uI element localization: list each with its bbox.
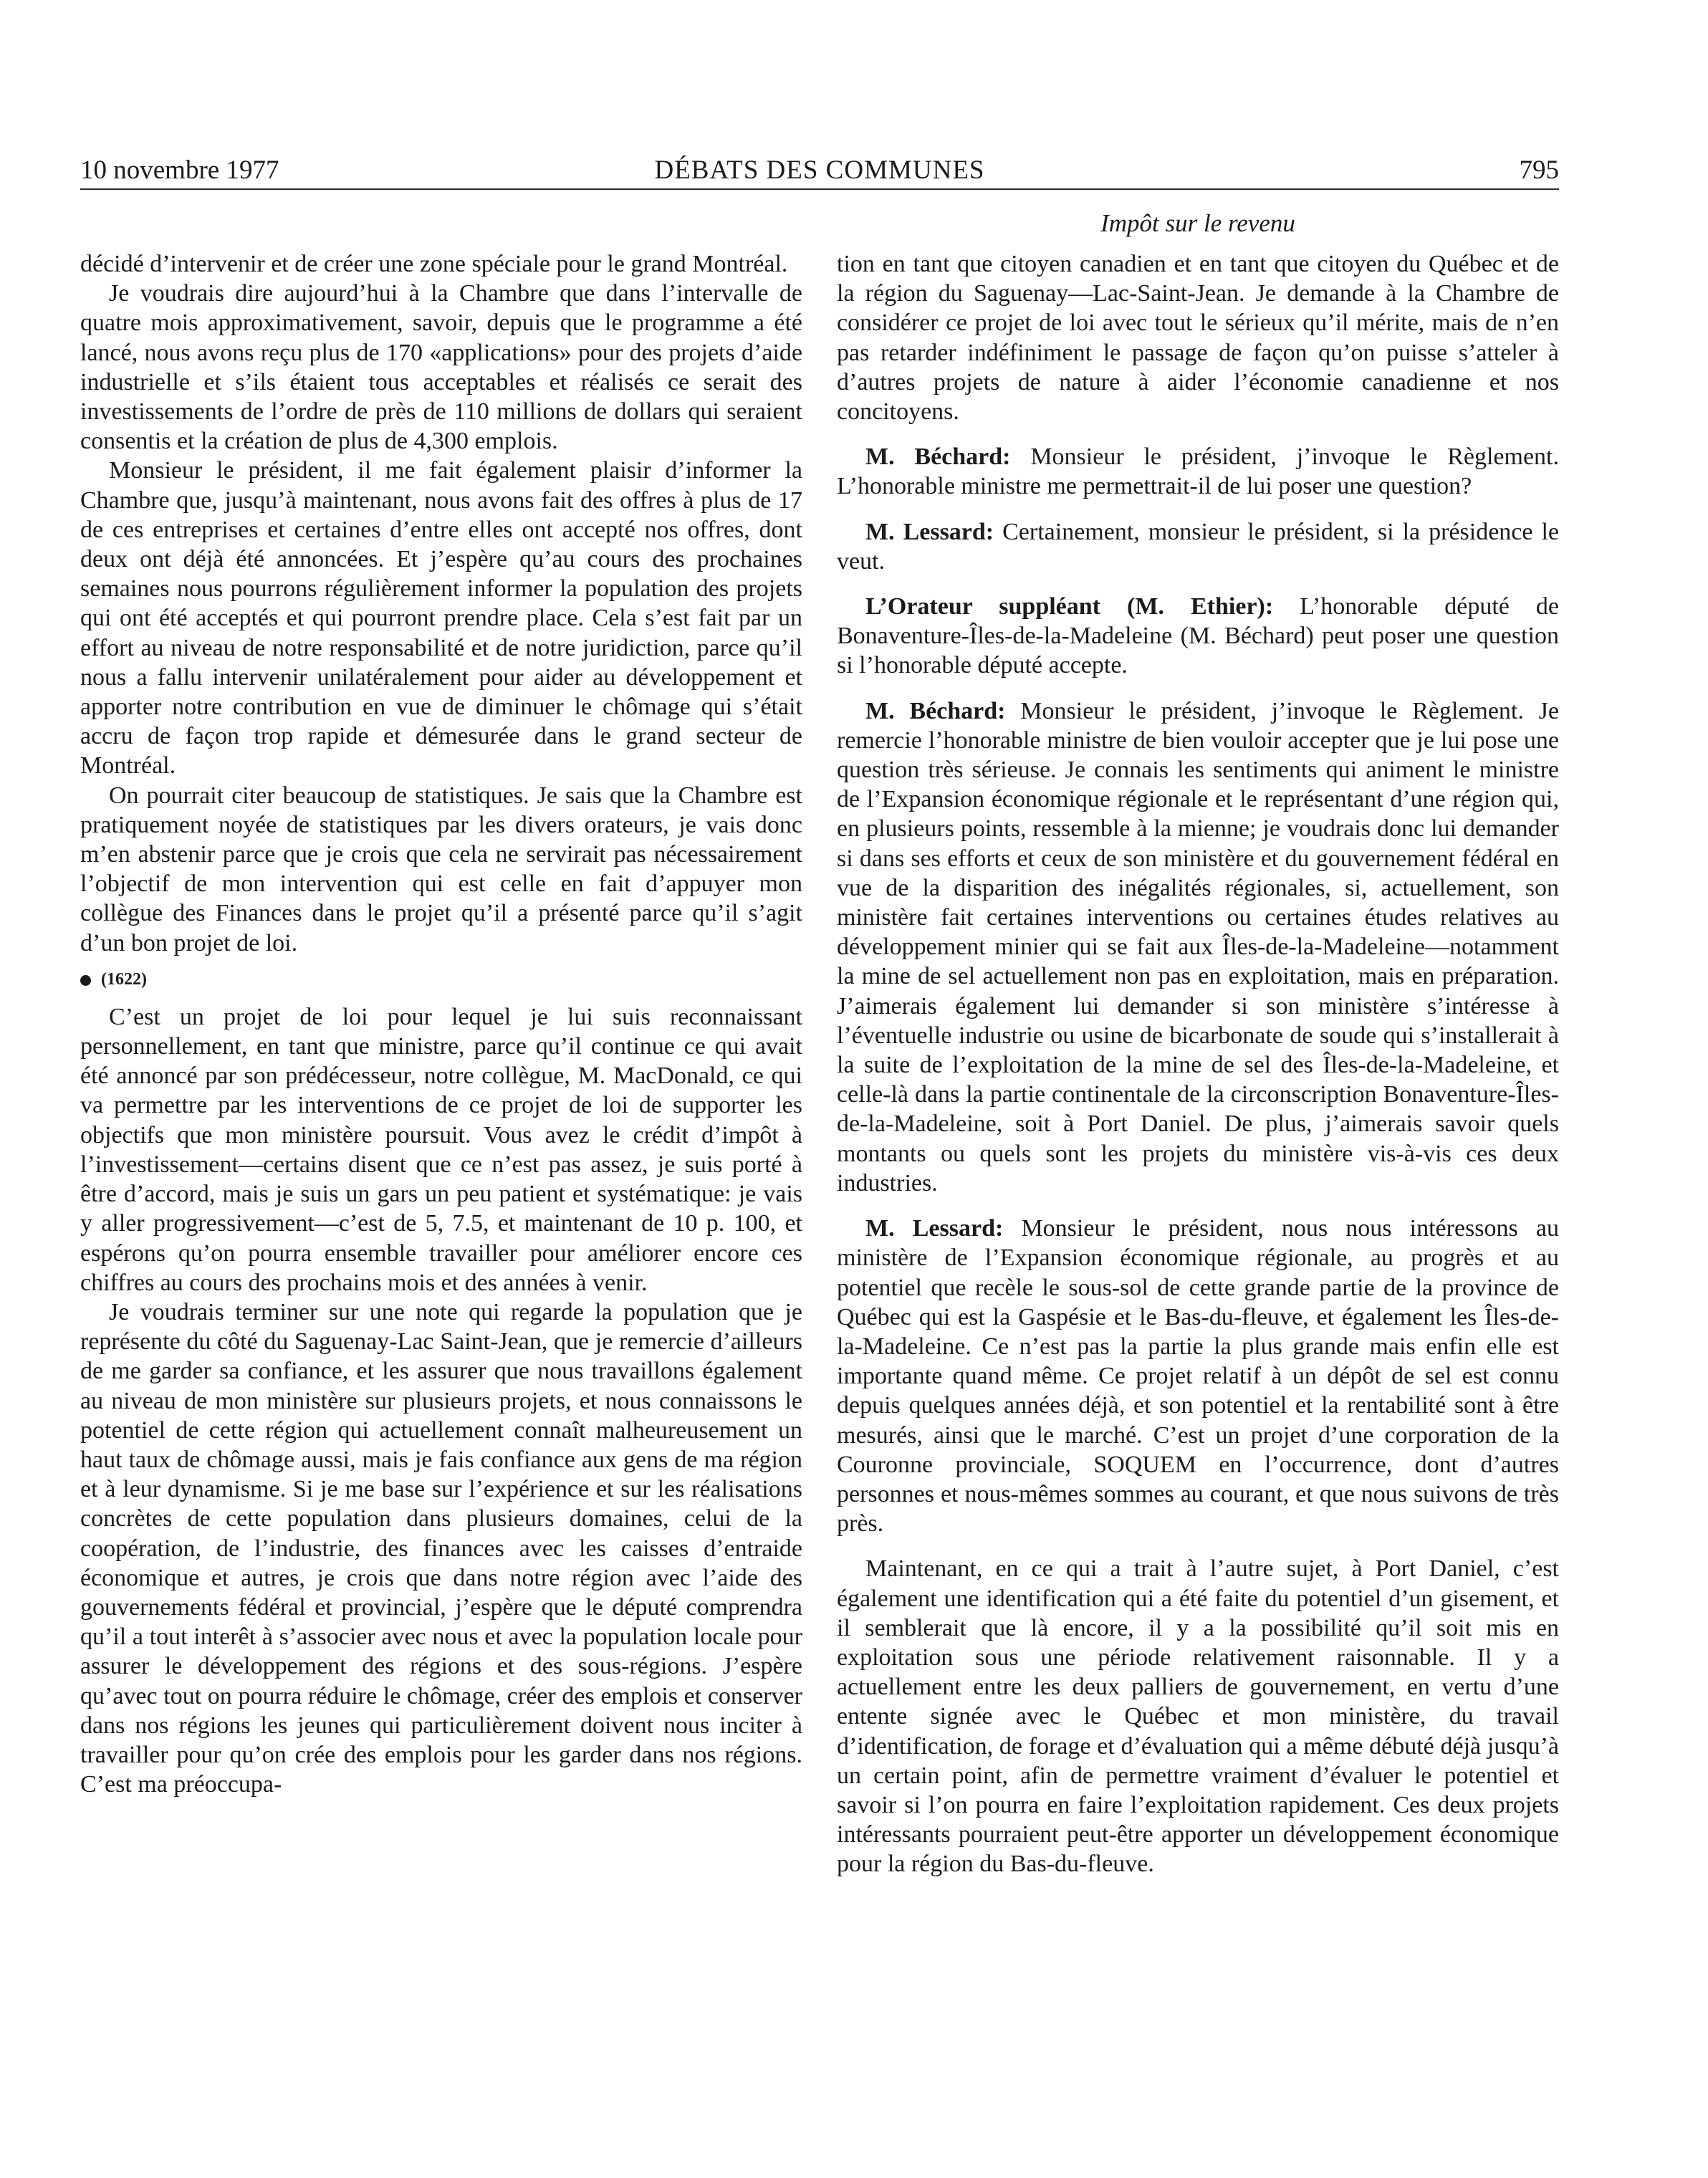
right-paragraph-last: Maintenant, en ce qui a trait à l’autre sujet, à Port Daniel, c’est également une identification qui a été faite du potentiel d’un gisement, et il semblerait que là encore, il y a la possibilité qu’il soit mis en exploitation sous une période relativement raisonnable. Il y a actuellement entre les deux palliers de gouvernement, en vertu d’une entente signée avec le Québec et mon ministère, du travail d’identification, de forage et d’évaluation qui a même débuté déjà jusqu’à un certain point, afin de permettre vraiment d’évaluer le potentiel et savoir si l’on pourra en faire l’exploitation rapidement. Ces deux projets intéressants pourraient peut-être apporter un développement économique pour la région du Bas-du-fleuve. <box>837 1555 1559 1878</box>
speaker-name: M. Béchard: <box>865 697 1006 724</box>
left-paragraph-1: décidé d’intervenir et de créer une zone spéciale pour le grand Montréal. <box>80 251 788 277</box>
speech-text: L’honorable député de Bonaventure-Îles-de-la-Madeleine (M. Béchard) peut poser une question si l’honorable député accepte. <box>837 593 1559 679</box>
left-paragraph-6: Je voudrais terminer sur une note qui regarde la population que je représente du côté du Saguenay-Lac Saint-Jean, que je remercie d’ailleurs de me garder sa confiance, et les assurer que nous travaillons également au niveau de mon ministère sur plusieurs projets, et nous connaissons le potentiel de cette région qui actuellement connaît malheureusement un haut taux de chômage aussi, mais je fais confiance aux gens de ma région et à leur dynamisme. Si je me base sur l’expérience et sur les réalisations concrètes de cette population dans plusieurs domaines, celui de la coopération, de l’industrie, des finances avec les caisses d’entraide économique et autres, je crois que dans notre région avec l’aide des gouvernements fédéral et provincial, j’espère que le député comprendra qu’il a tout interêt à s’associer avec nous et avec la population locale pour assurer le développement des régions et des sous-régions. J’espère qu’avec tout on pourra réduire le chômage, créer des emplois et conserver dans nos régions les jeunes qui particulièrement doivent nous inciter à travailler pour qu’on crée des emplois pour les garder dans nos régions. C’est ma préoccupa- <box>80 1298 802 1798</box>
bullet-dot-icon <box>80 975 91 986</box>
header-page-number: 795 <box>1519 155 1559 185</box>
speaker-name: M. Lessard: <box>865 1215 1004 1242</box>
time-marker-label: (1622) <box>101 969 147 989</box>
left-column <box>80 249 802 1799</box>
speech-text: Monsieur le président, j’invoque le Règlement. Je remercie l’honorable ministre de bien vouloir accepter que je lui pose une question très sérieuse. Je connais les sentiments qui animent le ministre de l’Expansion économique régionale et le représentant d’une région qui, en plusieurs points, ressemble à la mienne; je voudrais donc lui demander si dans ses efforts et ceux de son ministère et du gouvernement fédéral en vue de la disparition des inégalités régionales, si, actuellement, son ministère fait certaines interventions ou certaines études relatives au développement minier qui se fait aux Îles-de-la-Madeleine—notamment la mine de sel actuellement non pas en exploitation, mais en préparation. J’aimerais également lui demander si son ministère s’intéresse à l’éventuelle industrie ou usine de bicarbonate de soude qui s’installerait à la suite de l’exploitation de la mine de sel des Îles-de-la-Madeleine, et celle-là dans la partie continentale de la circonscription Bonaventure-Îles-de-la-Madeleine, soit à Port Daniel. De plus, j’aimerais savoir quels montants ou quels sont les projets du ministère vis-à-vis ces deux industries. <box>837 697 1559 1196</box>
page-header <box>80 153 1559 190</box>
right-paragraph-1: tion en tant que citoyen canadien et en tant que citoyen du Québec et de la région du Saguenay—Lac-Saint-Jean. Je demande à la Chambre de considérer ce projet de loi avec tout le sérieux qu’il mérite, mais de n’en pas retarder indéfiniment le passage de façon qu’on puisse s’atteler à d’autres projets de nature à aider l’économie canadienne et nos concitoyens. <box>837 251 1559 426</box>
speech-text: Monsieur le président, nous nous intéressons au ministère de l’Expansion économique régionale, au progrès et au potentiel que recèle le sous-sol de cette grande partie de la province de Québec qui est la Gaspésie et le Bas-du-fleuve, et également les Îles-de-la-Madeleine. Ce n’est pas la partie la plus grande mais enfin elle est importante quand même. Ce projet relatif à un dépôt de sel est connu depuis quelques années déjà, et son potentiel et la rentabilité sont à être mesurés, ainsi que le marché. C’est un projet d’une corporation de la Couronne provinciale, SOQUEM en l’occurrence, dont d’autres personnes et nous-mêmes sommes au courant, et que nous suivons de très près. <box>837 1215 1559 1537</box>
speech-text: Monsieur le président, j’invoque le Règlement. L’honorable ministre me permettrait-il de lui poser une question? <box>837 443 1559 500</box>
header-date: 10 novembre 1977 <box>80 155 279 185</box>
left-paragraph-5: C’est un projet de loi pour lequel je lui suis reconnaissant personnellement, en tant que ministre, parce qu’il continue ce qui avait été annoncé par son prédécesseur, notre collègue, M. MacDonald, ce qui va permettre par les interventions de ce projet de loi de supporter les objectifs que mon ministère poursuit. Vous avez le crédit d’impôt à l’investissement—certains disent que ce n’est pas assez, je suis porté à être d’accord, mais je suis un gars un peu patient et systématique: je vais y aller progressivement—c’est de 5, 7.5, et maintenant de 10 p. 100, et espérons qu’on pourra ensemble travailler pour améliorer encore ces chiffres au cours des prochains mois et des années à venir. <box>80 1003 802 1296</box>
left-paragraph-3: Monsieur le président, il me fait également plaisir d’informer la Chambre que, jusqu’à maintenant, nous avons fait des offres à plus de 17 de ces entreprises et certaines d’entre elles ont accepté nos offres, dont deux ont déjà été annoncées. Et j’espère qu’au cours des prochaines semaines nous pourrons régulièrement informer la population des projets qui ont été acceptés et qui pourront prendre place. Cela s’est fait par un effort au niveau de notre responsabilité et de notre juridiction, parce qu’il nous a fallu intervenir unilatéralement pour aider au développement et apporter notre contribution en vue de diminuer le chômage qui s’était accru de façon trop rapide et démesurée dans le grand secteur de Montréal. <box>80 457 802 779</box>
speech-bechard-2 <box>837 696 1559 1198</box>
speech-bechard-1 <box>837 442 1559 501</box>
speech-text: Certainement, monsieur le président, si la présidence le veut. <box>837 518 1559 575</box>
header-publication-title: DÉBATS DES COMMUNES <box>654 155 985 185</box>
left-paragraph-2: Je voudrais dire aujourd’hui à la Chambre que dans l’intervalle de quatre mois approximativement, savoir, depuis que le programme a été lancé, nous avons reçu plus de 170 «applications» pour des projets d’aide industrielle et s’ils étaient tous acceptables et réalisés ce serait des investissements de l’ordre de près de 110 millions de dollars qui seraient consentis et la création de plus de 4,300 emplois. <box>80 280 802 455</box>
speaker-name: L’Orateur suppléant (M. Ethier): <box>865 593 1274 620</box>
speech-orateur <box>837 592 1559 681</box>
right-column <box>837 249 1559 1879</box>
left-paragraph-4: On pourrait citer beaucoup de statistiques. Je sais que la Chambre est pratiquement noyée de statistiques par les divers orateurs, je vais donc m’en abstenir parce que je crois que cela ne servirait pas nécessairement l’objectif de mon intervention qui est celle en fait d’appuyer mon collègue des Finances dans le projet qu’il a présenté parce qu’il s’agit d’un bon projet de loi. <box>80 782 802 956</box>
speaker-name: M. Lessard: <box>865 518 994 545</box>
running-head: Impôt sur le revenu <box>1100 209 1295 237</box>
speech-lessard-2 <box>837 1214 1559 1538</box>
time-marker <box>80 966 802 992</box>
speech-lessard-1 <box>837 517 1559 576</box>
header-rule <box>80 188 1559 190</box>
speaker-name: M. Béchard: <box>865 443 1011 471</box>
